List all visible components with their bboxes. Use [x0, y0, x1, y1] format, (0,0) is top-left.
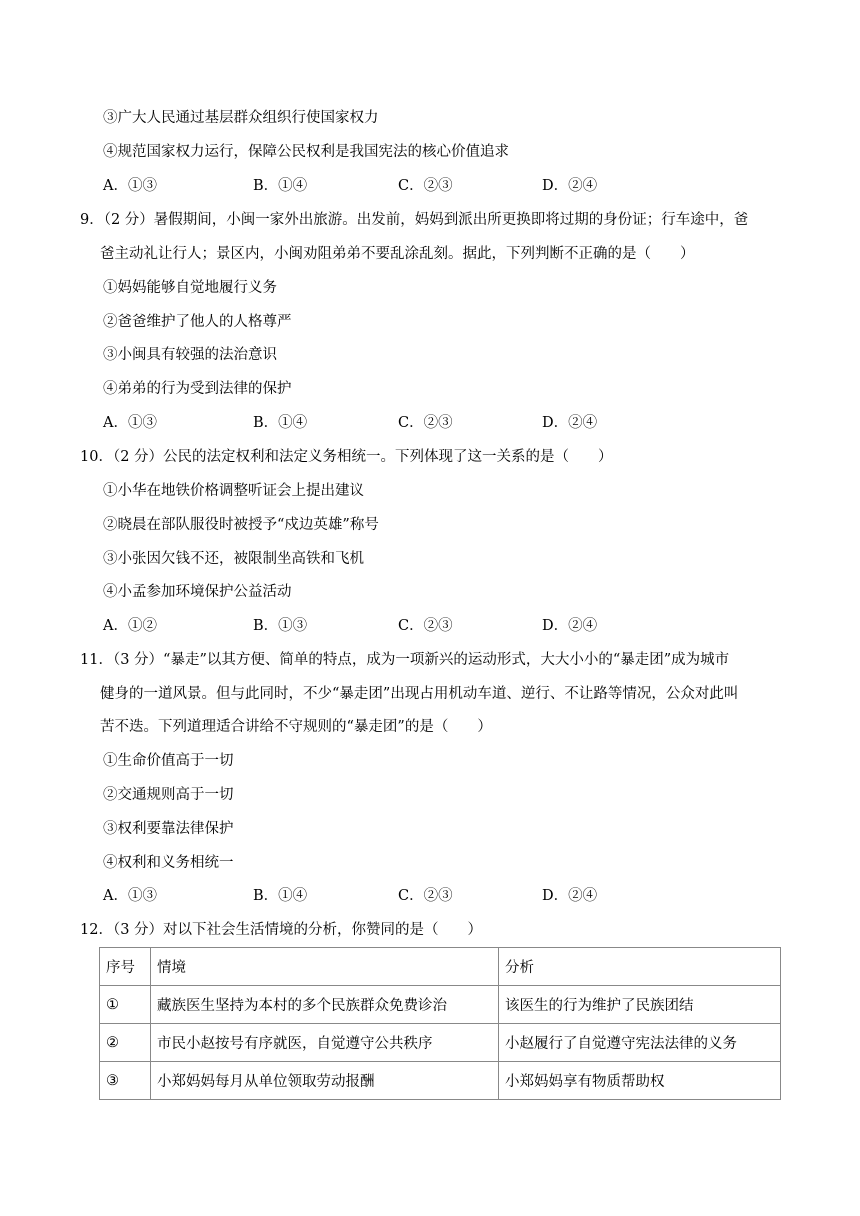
q11-option-c: C．②③ — [398, 888, 453, 904]
table-cell: ② — [100, 1024, 151, 1062]
q8-option-b: B．①④ — [253, 178, 308, 194]
q8-option-a: A．①③ — [103, 178, 157, 194]
q9-stem-line2: 爸主动礼让行人；景区内，小闽劝阻弟弟不要乱涂乱刻。据此，下列判断不正确的是（ ） — [100, 246, 695, 262]
q9-option-b: B．①④ — [253, 415, 308, 431]
table-cell: 小赵履行了自觉遵守宪法法律的义务 — [499, 1024, 781, 1062]
q11-item-2: ②交通规则高于一切 — [103, 787, 234, 803]
q10-stem-line1: 10．（2 分）公民的法定权利和法定义务相统一。下列体现了这一关系的是（ ） — [80, 449, 613, 465]
q10-item-1: ①小华在地铁价格调整听证会上提出建议 — [103, 483, 364, 499]
table-cell: 市民小赵按号有序就医，自觉遵守公共秩序 — [151, 1024, 499, 1062]
q9-item-4: ④弟弟的行为受到法律的保护 — [103, 381, 292, 397]
q9-option-c: C．②③ — [398, 415, 453, 431]
table-cell: 该医生的行为维护了民族团结 — [499, 986, 781, 1024]
q10-options — [103, 616, 783, 636]
q9-item-2: ②爸爸维护了他人的人格尊严 — [103, 314, 292, 330]
q10-item-3: ③小张因欠钱不还，被限制坐高铁和飞机 — [103, 551, 364, 567]
table-cell: ① — [100, 986, 151, 1024]
q10-option-a: A．①② — [103, 618, 157, 634]
table-cell: 藏族医生坚持为本村的多个民族群众免费诊治 — [151, 986, 499, 1024]
q12-table — [99, 947, 781, 1100]
table-row — [100, 1024, 781, 1062]
q11-options — [103, 886, 783, 906]
q10-option-b: B．①③ — [253, 618, 308, 634]
q11-option-a: A．①③ — [103, 888, 157, 904]
table-cell: 小郑妈妈享有物质帮助权 — [499, 1062, 781, 1100]
table-cell: 小郑妈妈每月从单位领取劳动报酬 — [151, 1062, 499, 1100]
q9-item-3: ③小闽具有较强的法治意识 — [103, 347, 277, 363]
table-row — [100, 1062, 781, 1100]
table-row — [100, 986, 781, 1024]
q9-options — [103, 413, 783, 433]
q9-stem-line1: 9．（2 分）暑假期间，小闽一家外出旅游。出发前，妈妈到派出所更换即将过期的身份证；行车途中，爸 — [80, 212, 749, 228]
q11-item-3: ③权利要靠法律保护 — [103, 821, 234, 837]
q9-option-d: D．②④ — [542, 415, 598, 431]
table-header-cell: 序号 — [100, 948, 151, 986]
q10-item-2: ②晓晨在部队服役时被授予“戍边英雄”称号 — [103, 517, 379, 533]
q9-option-a: A．①③ — [103, 415, 157, 431]
q11-option-b: B．①④ — [253, 888, 308, 904]
q8-item-4: ④规范国家权力运行，保障公民权利是我国宪法的核心价值追求 — [103, 144, 509, 160]
q10-option-d: D．②④ — [542, 618, 598, 634]
q11-option-d: D．②④ — [542, 888, 598, 904]
q9-item-1: ①妈妈能够自觉地履行义务 — [103, 280, 277, 296]
q10-option-c: C．②③ — [398, 618, 453, 634]
q10-item-4: ④小孟参加环境保护公益活动 — [103, 584, 292, 600]
q8-item-3: ③广大人民通过基层群众组织行使国家权力 — [103, 110, 379, 126]
q11-stem-line3: 苦不迭。下列道理适合讲给不守规则的“暴走团”的是（ ） — [100, 719, 492, 735]
q11-item-4: ④权利和义务相统一 — [103, 855, 234, 871]
q12-stem-line1: 12．（3 分）对以下社会生活情境的分析，你赞同的是（ ） — [80, 922, 483, 938]
table-header-row — [100, 948, 781, 986]
table-header-cell: 分析 — [499, 948, 781, 986]
q11-item-1: ①生命价值高于一切 — [103, 753, 234, 769]
q8-option-d: D．②④ — [542, 178, 598, 194]
table-cell: ③ — [100, 1062, 151, 1100]
q8-options — [103, 176, 783, 196]
q11-stem-line2: 健身的一道风景。但与此同时，不少“暴走团”出现占用机动车道、逆行、不让路等情况，公众对此叫 — [100, 686, 739, 702]
q11-stem-line1: 11．（3 分）“暴走”以其方便、简单的特点，成为一项新兴的运动形式，大大小小的“暴走团”成为城市 — [80, 652, 730, 668]
q8-option-c: C．②③ — [398, 178, 453, 194]
table-header-cell: 情境 — [151, 948, 499, 986]
